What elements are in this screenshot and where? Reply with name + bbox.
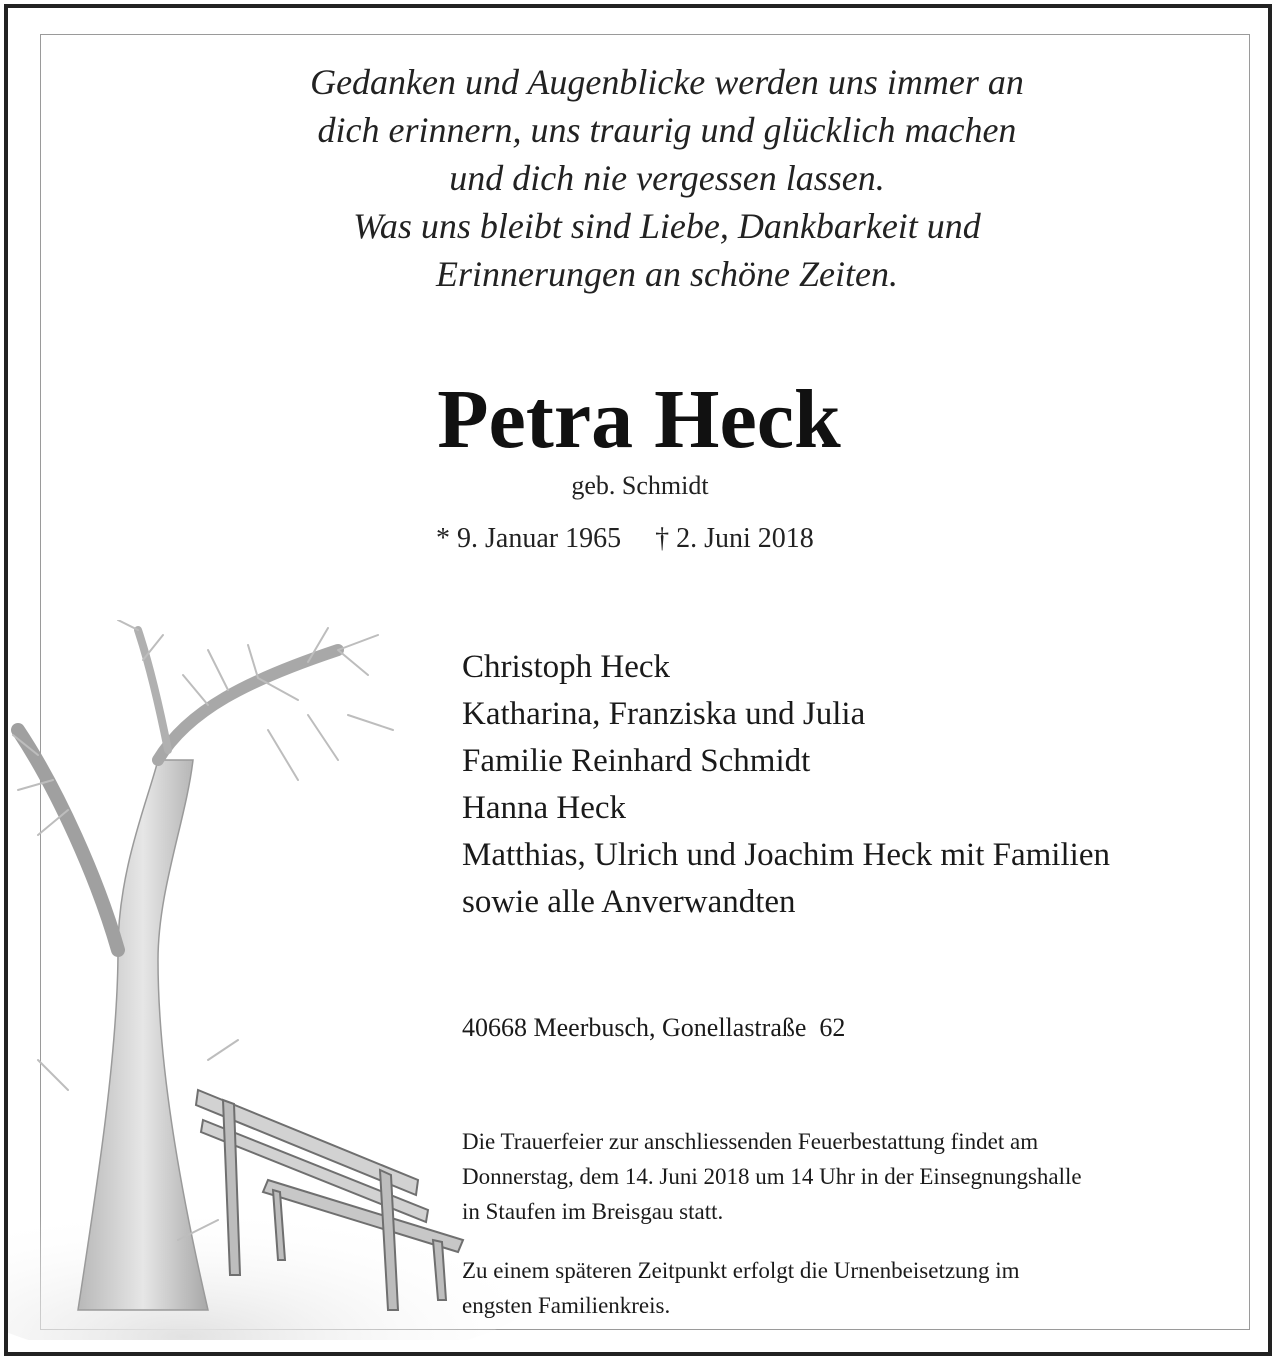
poem-line: und dich nie vergessen lassen.	[449, 158, 885, 198]
notice-line: engsten Familienkreis.	[462, 1293, 671, 1318]
mourner: Familie Reinhard Schmidt	[462, 743, 811, 779]
notice-line: in Staufen im Breisgau statt.	[462, 1199, 724, 1224]
mourner: Katharina, Franziska und Julia	[462, 696, 866, 732]
poem-line: Erinnerungen an schöne Zeiten.	[436, 254, 898, 294]
life-dates	[436, 520, 814, 558]
poem-line: Gedanken und Augenblicke werden uns immer an	[310, 62, 1024, 102]
notice-line: Zu einem späteren Zeitpunkt erfolgt die Urnenbeisetzung im	[462, 1258, 1020, 1283]
funeral-notice	[462, 1100, 1232, 1347]
mourners-list	[462, 644, 1110, 926]
deceased-name: Petra Heck	[437, 373, 841, 466]
mourner: sowie alle Anverwandten	[462, 884, 796, 920]
birth-date: * 9. Januar 1965	[436, 523, 622, 554]
poem-line: dich erinnern, uns traurig und glücklich machen	[317, 110, 1017, 150]
mourner: Christoph Heck	[462, 649, 671, 685]
poem-line: Was uns bleibt sind Liebe, Dankbarkeit und	[353, 206, 981, 246]
maiden-name: geb. Schmidt	[571, 471, 709, 500]
mourner: Matthias, Ulrich und Joachim Heck mit Familien	[462, 837, 1110, 873]
death-date: † 2. Juni 2018	[655, 523, 814, 554]
memorial-poem	[0, 58, 1280, 298]
family-address: 40668 Meerbusch, Gonellastraße 62	[462, 1013, 846, 1042]
mourner: Hanna Heck	[462, 790, 627, 826]
notice-line: Donnerstag, dem 14. Juni 2018 um 14 Uhr in der Einsegnungshalle	[462, 1164, 1082, 1189]
notice-line: Die Trauerfeier zur anschliessenden Feuerbestattung findet am	[462, 1129, 1039, 1154]
